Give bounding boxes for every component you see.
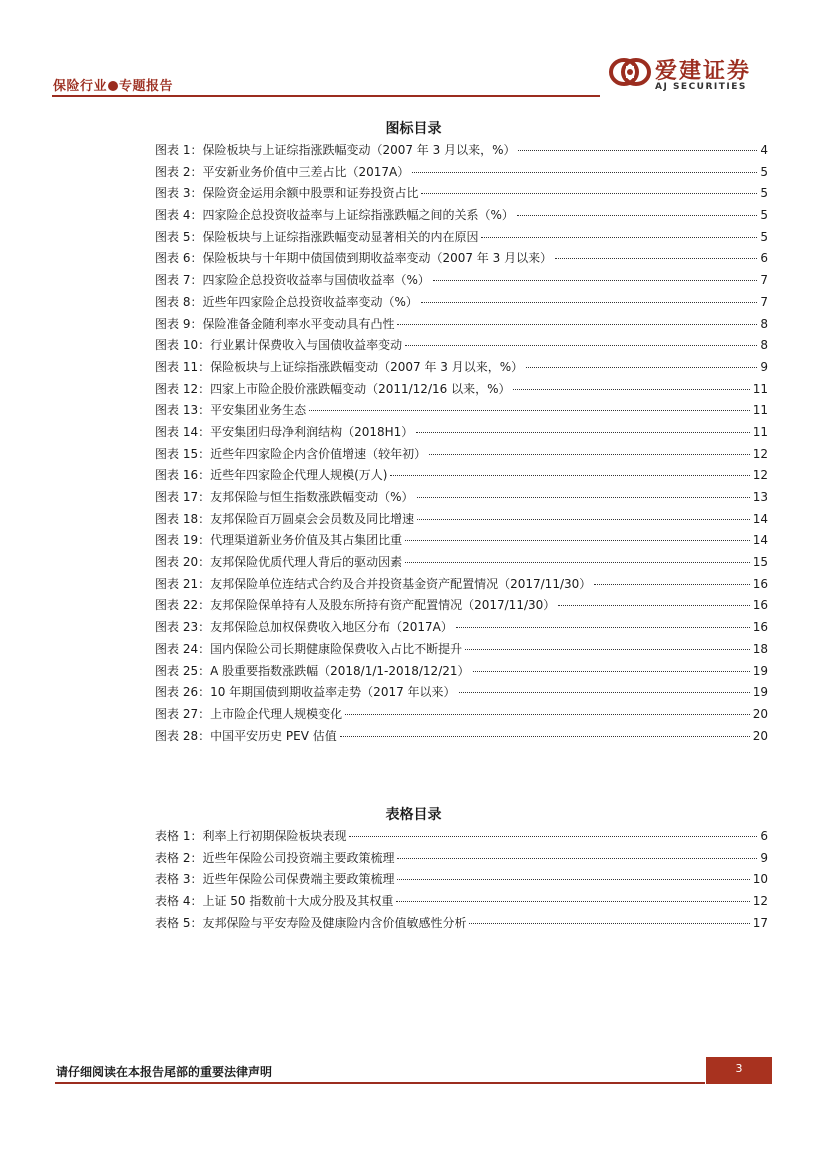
toc-entry-title: 友邦保险百万圆桌会会员数及同比增速 — [210, 511, 415, 526]
toc-dot-leader — [340, 736, 750, 737]
bullet-dot-icon — [108, 81, 118, 91]
toc-dot-leader — [309, 410, 750, 411]
toc-entry-title: 近些年保险公司保费端主要政策梳理 — [202, 872, 395, 887]
toc-dot-leader — [473, 671, 750, 672]
figure-toc-entry[interactable] — [155, 163, 768, 185]
figure-toc-entry[interactable] — [155, 141, 768, 163]
header-rule — [52, 95, 600, 97]
toc-entry-page: 16 — [752, 620, 768, 635]
toc-entry-title: 保险板块与十年期中债国债到期收益率变动（2007 年 3 月以来） — [202, 251, 553, 266]
toc-dot-leader — [555, 258, 757, 259]
toc-entry-label: 图表 28： — [155, 728, 211, 743]
toc-entry-label: 图表 3： — [155, 186, 203, 201]
toc-dot-leader — [405, 345, 757, 346]
toc-entry-label: 图表 5： — [155, 229, 203, 244]
toc-entry-title: 保险资金运用余额中股票和证券投资占比 — [202, 186, 419, 201]
logo-mark-icon — [609, 56, 651, 88]
toc-entry-page: 8 — [760, 338, 768, 353]
toc-entry-title: 平安集团归母净利润结构（2018H1） — [210, 424, 414, 439]
toc-entry-title: 中国平安历史 PEV 估值 — [210, 728, 337, 743]
report-type-label: 专题报告 — [119, 79, 174, 94]
toc-entry-title: 利率上行初期保险板块表现 — [202, 829, 347, 843]
toc-entry-page: 10 — [752, 872, 768, 887]
table-toc-entry[interactable] — [155, 849, 768, 871]
figure-toc-entry[interactable] — [155, 640, 768, 662]
figure-toc-entry[interactable] — [155, 575, 768, 597]
figure-toc-entry[interactable] — [155, 206, 768, 228]
toc-dot-leader — [412, 172, 757, 173]
toc-dot-leader — [421, 302, 758, 303]
figure-toc-entry[interactable] — [155, 445, 768, 467]
toc-entry-title: 友邦保险与平安寿险及健康险内含价值敏感性分析 — [202, 915, 467, 930]
toc-entry-title: 四家上市险企股价涨跌幅变动（2011/12/16 以来，%） — [210, 381, 511, 396]
page-number: 3 — [706, 1057, 772, 1084]
toc-entry-label: 表格 2： — [155, 850, 203, 865]
toc-entry-title: 平安新业务价值中三差占比（2017A） — [202, 164, 410, 179]
toc-entry-title: 保险准备金随利率水平变动具有凸性 — [202, 316, 395, 331]
toc-entry-page: 9 — [760, 359, 768, 374]
toc-entry-page: 16 — [752, 598, 768, 613]
toc-dot-leader — [396, 901, 749, 902]
toc-entry-title: 保险板块与上证综指涨跌幅变动（2007 年 3 月以来，%） — [202, 143, 516, 157]
toc-entry-label: 图表 27： — [155, 706, 211, 721]
toc-entry-page: 5 — [760, 186, 768, 201]
legal-disclaimer-note: 请仔细阅读在本报告尾部的重要法律声明 — [56, 1065, 273, 1079]
toc-entry-label: 图表 11： — [155, 359, 211, 374]
toc-entry-title: 代理渠道新业务价值及其占集团比重 — [210, 533, 403, 548]
figure-toc-entry[interactable] — [155, 662, 768, 684]
toc-entry-label: 图表 2： — [155, 164, 203, 179]
toc-entry-label: 图表 16： — [155, 468, 211, 483]
toc-dot-leader — [421, 193, 757, 194]
toc-entry-label: 图表 7： — [155, 273, 203, 288]
toc-entry-label: 图表 10： — [155, 338, 211, 353]
footer-rule — [55, 1082, 705, 1084]
figure-toc-entry[interactable] — [155, 618, 768, 640]
toc-entry-page: 14 — [752, 511, 768, 526]
toc-entry-page: 9 — [760, 850, 768, 865]
toc-entry-page: 13 — [752, 490, 768, 504]
figure-toc-entry[interactable] — [155, 315, 768, 337]
figure-toc-entry[interactable] — [155, 184, 768, 206]
toc-entry-page: 12 — [752, 468, 768, 483]
figure-toc-entry[interactable] — [155, 228, 768, 250]
figure-toc-entry[interactable] — [155, 596, 768, 618]
toc-entry-page: 19 — [752, 685, 768, 700]
toc-dot-leader — [417, 519, 750, 520]
figure-toc-entry[interactable] — [155, 293, 768, 315]
toc-entry-label: 表格 3： — [155, 872, 203, 887]
toc-dot-leader — [459, 692, 750, 693]
figure-toc-entry[interactable] — [155, 553, 768, 575]
toc-entry-label: 图表 4： — [155, 208, 203, 223]
toc-entry-label: 图表 1： — [155, 143, 203, 157]
toc-entry-title: 近些年四家险企代理人规模(万人) — [210, 468, 388, 483]
toc-dot-leader — [526, 367, 757, 368]
toc-entry-page: 4 — [760, 143, 768, 157]
table-toc-entry[interactable] — [155, 827, 768, 849]
toc-entry-title: 友邦保险单位连结式合约及合并投资基金资产配置情况（2017/11/30） — [210, 576, 592, 591]
toc-dot-leader — [513, 389, 749, 390]
toc-entry-page: 12 — [752, 894, 768, 909]
toc-dot-leader — [433, 280, 758, 281]
toc-entry-page: 5 — [760, 229, 768, 244]
toc-entry-title: 平安集团业务生态 — [210, 403, 307, 418]
figures-toc — [155, 141, 768, 748]
toc-entry-page: 6 — [760, 251, 768, 266]
toc-entry-page: 18 — [752, 641, 768, 656]
toc-entry-title: 友邦保险保单持有人及股东所持有资产配置情况（2017/11/30） — [210, 598, 556, 613]
toc-entry-page: 8 — [760, 316, 768, 331]
toc-entry-page: 17 — [752, 915, 768, 930]
toc-entry-label: 表格 4： — [155, 894, 203, 909]
toc-entry-page: 14 — [752, 533, 768, 548]
figure-toc-entry[interactable] — [155, 683, 768, 705]
toc-entry-title: 国内保险公司长期健康险保费收入占比不断提升 — [210, 641, 463, 656]
toc-dot-leader — [390, 475, 749, 476]
toc-entry-page: 11 — [752, 424, 768, 439]
toc-entry-page: 15 — [752, 555, 768, 570]
toc-dot-leader — [456, 627, 750, 628]
tables-toc-title: 表格目录 — [385, 807, 442, 823]
toc-entry-page: 7 — [760, 294, 768, 309]
toc-entry-label: 图表 12： — [155, 381, 211, 396]
toc-entry-title: 友邦保险优质代理人背后的驱动因素 — [210, 555, 403, 570]
toc-dot-leader — [397, 324, 757, 325]
toc-entry-label: 图表 25： — [155, 663, 211, 678]
toc-entry-page: 20 — [752, 706, 768, 721]
toc-entry-label: 图表 9： — [155, 316, 203, 331]
logo-chinese-name: 爱建证券 — [655, 59, 752, 84]
toc-entry-page: 19 — [752, 663, 768, 678]
figure-toc-entry[interactable] — [155, 358, 768, 380]
toc-entry-page: 16 — [752, 576, 768, 591]
toc-entry-title: 保险板块与上证综指涨跌幅变动（2007 年 3 月以来，%） — [210, 359, 524, 374]
toc-dot-leader — [429, 454, 750, 455]
toc-entry-title: 近些年四家险企总投资收益率变动（%） — [202, 294, 418, 309]
toc-dot-leader — [518, 150, 757, 151]
table-toc-entry[interactable] — [155, 914, 768, 936]
report-category — [53, 75, 173, 94]
toc-entry-label: 图表 21： — [155, 576, 211, 591]
toc-entry-page: 20 — [752, 728, 768, 743]
toc-entry-title: 保险板块与上证综指涨跌幅变动显著相关的内在原因 — [202, 229, 479, 244]
figure-toc-entry[interactable] — [155, 531, 768, 553]
figure-toc-entry[interactable] — [155, 727, 768, 749]
toc-entry-label: 图表 17： — [155, 490, 211, 504]
toc-entry-label: 表格 1： — [155, 829, 203, 843]
toc-dot-leader — [397, 858, 757, 859]
toc-entry-label: 图表 19： — [155, 533, 211, 548]
toc-entry-title: 行业累计保费收入与国债收益率变动 — [210, 338, 403, 353]
toc-entry-title: 上市险企代理人规模变化 — [210, 706, 343, 721]
toc-dot-leader — [558, 605, 749, 606]
logo-english-name: AJ SECURITIES — [655, 82, 747, 92]
toc-entry-title: A 股重要指数涨跌幅（2018/1/1-2018/12/21） — [210, 663, 470, 678]
figure-toc-entry[interactable] — [155, 380, 768, 402]
toc-entry-label: 图表 26： — [155, 685, 211, 700]
figure-toc-entry[interactable] — [155, 336, 768, 358]
figure-toc-entry[interactable] — [155, 271, 768, 293]
toc-entry-page: 11 — [752, 381, 768, 396]
figure-toc-entry[interactable] — [155, 488, 768, 510]
toc-entry-label: 表格 5： — [155, 915, 203, 930]
figures-toc-title: 图标目录 — [385, 121, 442, 137]
toc-entry-title: 上证 50 指数前十大成分股及其权重 — [202, 894, 394, 909]
industry-label: 保险行业 — [53, 79, 108, 94]
toc-entry-page: 5 — [760, 208, 768, 223]
table-toc-entry[interactable] — [155, 870, 768, 892]
toc-dot-leader — [416, 432, 749, 433]
toc-entry-label: 图表 24： — [155, 641, 211, 656]
toc-entry-page: 6 — [760, 829, 768, 843]
figure-toc-entry[interactable] — [155, 705, 768, 727]
toc-entry-page: 5 — [760, 164, 768, 179]
toc-dot-leader — [405, 540, 750, 541]
toc-entry-title: 近些年四家险企内含价值增速（较年初） — [210, 446, 427, 461]
toc-entry-label: 图表 20： — [155, 555, 211, 570]
toc-entry-title: 四家险企总投资收益率与国债收益率（%） — [202, 273, 430, 288]
toc-entry-title: 友邦保险与恒生指数涨跌幅变动（%） — [210, 490, 414, 504]
toc-entry-label: 图表 8： — [155, 294, 203, 309]
table-toc-entry[interactable] — [155, 892, 768, 914]
toc-entry-page: 12 — [752, 446, 768, 461]
toc-dot-leader — [349, 836, 757, 837]
toc-entry-label: 图表 13： — [155, 403, 211, 418]
toc-dot-leader — [345, 714, 750, 715]
company-logo — [609, 54, 774, 96]
figure-toc-entry[interactable] — [155, 401, 768, 423]
toc-dot-leader — [465, 649, 750, 650]
toc-entry-label: 图表 15： — [155, 446, 211, 461]
toc-entry-title: 友邦保险总加权保费收入地区分布（2017A） — [210, 620, 453, 635]
tables-toc — [155, 827, 768, 935]
toc-dot-leader — [417, 497, 750, 498]
toc-entry-title: 10 年期国债到期收益率走势（2017 年以来） — [210, 685, 456, 700]
toc-dot-leader — [594, 584, 749, 585]
figure-toc-entry[interactable] — [155, 466, 768, 488]
toc-entry-page: 7 — [760, 273, 768, 288]
toc-entry-label: 图表 22： — [155, 598, 211, 613]
figure-toc-entry[interactable] — [155, 510, 768, 532]
toc-entry-title: 四家险企总投资收益率与上证综指涨跌幅之间的关系（%） — [202, 208, 514, 223]
toc-entry-label: 图表 18： — [155, 511, 211, 526]
toc-dot-leader — [397, 879, 749, 880]
toc-dot-leader — [517, 215, 758, 216]
figure-toc-entry[interactable] — [155, 423, 768, 445]
toc-entry-title: 近些年保险公司投资端主要政策梳理 — [202, 850, 395, 865]
toc-dot-leader — [405, 562, 750, 563]
toc-dot-leader — [481, 237, 757, 238]
toc-entry-page: 11 — [752, 403, 768, 418]
toc-entry-label: 图表 6： — [155, 251, 203, 266]
toc-entry-label: 图表 23： — [155, 620, 211, 635]
toc-dot-leader — [469, 923, 749, 924]
toc-entry-label: 图表 14： — [155, 424, 211, 439]
figure-toc-entry[interactable] — [155, 249, 768, 271]
